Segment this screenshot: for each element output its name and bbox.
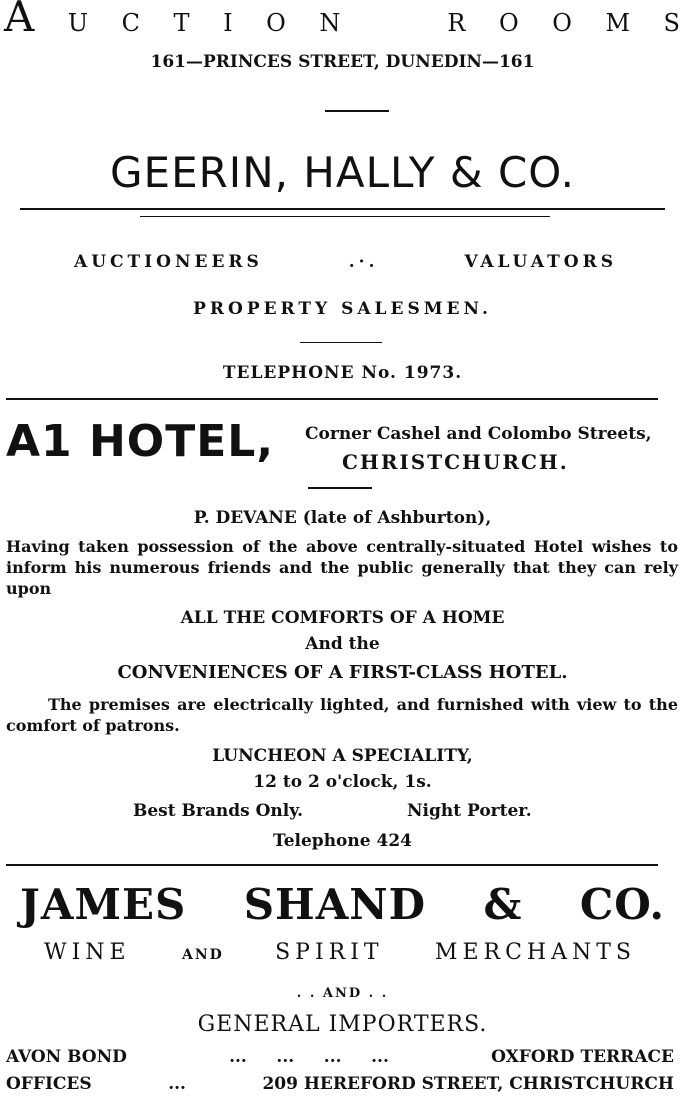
title-letter: S xyxy=(663,9,680,37)
hotel-telephone: Telephone 424 xyxy=(273,831,412,851)
hotel-brands: Best Brands Only. xyxy=(133,801,304,821)
divider xyxy=(308,487,372,489)
row-label: AVON BOND xyxy=(6,1047,127,1067)
wine-word: WINE xyxy=(44,940,131,965)
hotel-luncheon: LUNCHEON A SPECIALITY, xyxy=(212,746,473,766)
title-letter: N xyxy=(319,9,341,37)
auction-address: 161—PRINCES STREET, DUNEDIN—161 xyxy=(150,52,535,72)
hotel-corner: Corner Cashel and Colombo Streets, xyxy=(305,424,652,444)
hotel-premises: The premises are electrically lighted, and furnished with view to the comfort of patrons. xyxy=(6,695,678,735)
shand-word: JAMES xyxy=(20,880,187,929)
auction-rooms-title xyxy=(4,0,680,41)
title-letter: R xyxy=(447,9,466,37)
trade-separator: .·. xyxy=(348,252,379,272)
hotel-conveniences: CONVENIENCES OF A FIRST-CLASS HOTEL. xyxy=(117,662,568,683)
merchants-word: MERCHANTS xyxy=(434,940,636,965)
auction-telephone: TELEPHONE No. 1973. xyxy=(222,363,463,383)
title-letter: A xyxy=(4,0,35,41)
and-line: . . AND . . xyxy=(296,986,389,1001)
hotel-name: A1 HOTEL, xyxy=(6,416,275,467)
row-value: 209 HEREFORD STREET, CHRISTCHURCH xyxy=(262,1074,674,1094)
hotel-and-the: And the xyxy=(305,634,380,654)
title-letter: C xyxy=(121,9,141,37)
row-label: OFFICES xyxy=(6,1074,92,1094)
company-name: GEERIN, HALLY & CO. xyxy=(110,148,575,197)
hotel-hours: 12 to 2 o'clock, 1s. xyxy=(253,772,432,792)
trades-line xyxy=(74,252,617,272)
hotel-comforts: ALL THE COMFORTS OF A HOME xyxy=(180,608,505,628)
property-salesmen: PROPERTY SALESMEN. xyxy=(193,299,492,319)
title-letter: U xyxy=(67,9,89,37)
row-leader-dots: ... ... ... ... xyxy=(229,1047,389,1067)
hotel-porter: Night Porter. xyxy=(407,801,532,821)
row-value: OXFORD TERRACE xyxy=(491,1047,674,1067)
title-letter: O xyxy=(552,9,572,37)
divider xyxy=(140,216,550,217)
spirit-word: SPIRIT xyxy=(275,940,384,965)
divider xyxy=(325,110,389,112)
divider xyxy=(6,864,658,866)
title-letter: O xyxy=(499,9,519,37)
avon-bond-row xyxy=(6,1047,674,1067)
trade-valuators: VALUATORS xyxy=(464,252,617,272)
trade-auctioneers: AUCTIONEERS xyxy=(74,252,263,272)
divider xyxy=(6,398,658,400)
title-letter: M xyxy=(605,9,631,37)
and-word: AND xyxy=(181,947,224,963)
general-importers: GENERAL IMPORTERS. xyxy=(197,1012,488,1037)
title-letter: O xyxy=(266,9,286,37)
title-letter: I xyxy=(223,9,233,37)
row-leader-dots: ... xyxy=(168,1074,186,1094)
hotel-proprietor: P. DEVANE (late of Ashburton), xyxy=(193,508,492,528)
shand-word: CO. xyxy=(579,880,665,929)
divider xyxy=(300,342,382,343)
shand-word: & xyxy=(483,880,523,929)
wine-merchants-line xyxy=(44,940,636,965)
divider xyxy=(20,208,665,210)
shand-word: SHAND xyxy=(243,880,427,929)
offices-row xyxy=(6,1074,674,1094)
shand-name xyxy=(20,880,665,929)
hotel-intro: Having taken possession of the above centrally-situated Hotel wishes to inform his numerous friends and the public generally that they can rely upon xyxy=(6,537,678,598)
title-letter: T xyxy=(173,9,190,37)
hotel-city: CHRISTCHURCH. xyxy=(342,450,569,474)
